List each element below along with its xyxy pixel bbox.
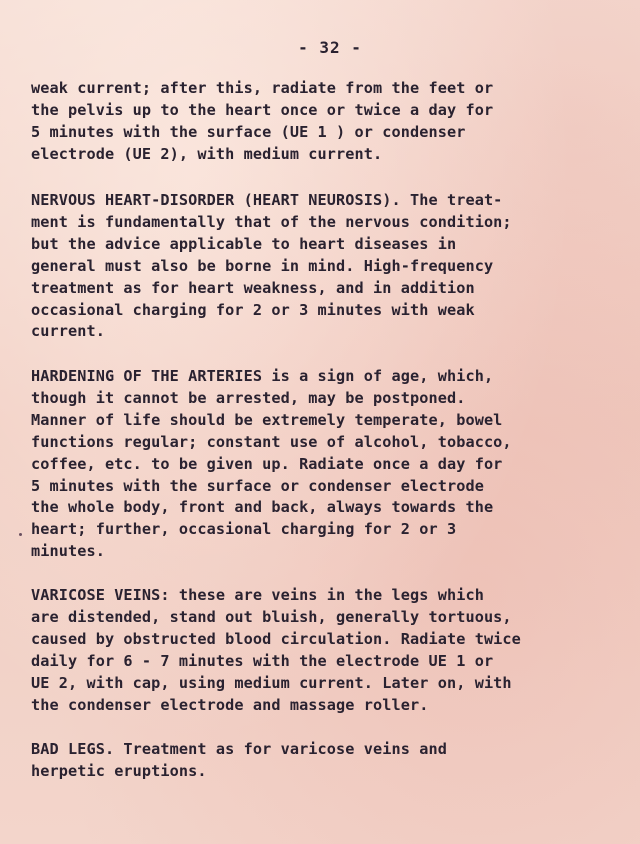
text-line: minutes. <box>31 542 105 561</box>
text-line: but the advice applicable to heart diseases in <box>31 234 457 253</box>
text-line: weak current; after this, radiate from the feet or <box>31 79 494 97</box>
text-line: Manner of life should be extremely temperate, bowel <box>31 410 503 429</box>
text-line: current. <box>31 322 105 341</box>
text-line: coffee, etc. to be given up. Radiate once a day for <box>31 454 503 473</box>
paper-speck <box>19 533 22 536</box>
text-line: caused by obstructed blood circulation. Radiate twice <box>31 629 521 648</box>
page-number: - 32 - <box>298 38 362 57</box>
paragraph-hardening-of-arteries <box>31 366 623 563</box>
text-line: electrode (UE 2), with medium current. <box>31 144 383 163</box>
text-line: 5 minutes with the surface (UE 1 ) or condenser <box>31 122 466 141</box>
paragraph-nervous-heart-disorder <box>31 190 623 343</box>
text-line: NERVOUS HEART-DISORDER (HEART NEUROSIS). The treat- <box>31 191 503 209</box>
text-line: functions regular; constant use of alcohol, tobacco, <box>31 432 512 451</box>
text-line: the condenser electrode and massage roller. <box>31 695 429 714</box>
text-line: the whole body, front and back, always towards the <box>31 498 494 517</box>
text-line: VARICOSE VEINS: these are veins in the legs which <box>31 586 484 604</box>
text-line: ment is fundamentally that of the nervous condition; <box>31 212 512 231</box>
text-line: treatment as for heart weakness, and in addition <box>31 278 475 297</box>
paragraph-varicose-veins <box>31 585 623 716</box>
paragraph-heart-weakness-continued <box>31 78 623 166</box>
paragraph-bad-legs <box>31 739 623 783</box>
text-line: 5 minutes with the surface or condenser electrode <box>31 476 484 495</box>
text-line: general must also be borne in mind. High-frequency <box>31 256 494 275</box>
text-line: the pelvis up to the heart once or twice a day for <box>31 100 494 119</box>
text-line: herpetic eruptions. <box>31 761 207 780</box>
text-line: though it cannot be arrested, may be postponed. <box>31 388 466 407</box>
text-line: are distended, stand out bluish, generally tortuous, <box>31 607 512 626</box>
text-line: BAD LEGS. Treatment as for varicose veins and <box>31 740 447 758</box>
text-line: UE 2, with cap, using medium current. Later on, with <box>31 673 512 692</box>
text-line: daily for 6 - 7 minutes with the electrode UE 1 or <box>31 651 494 670</box>
text-line: heart; further, occasional charging for 2 or 3 <box>31 520 457 539</box>
text-line: HARDENING OF THE ARTERIES is a sign of age, which, <box>31 367 494 385</box>
text-line: occasional charging for 2 or 3 minutes with weak <box>31 300 475 319</box>
